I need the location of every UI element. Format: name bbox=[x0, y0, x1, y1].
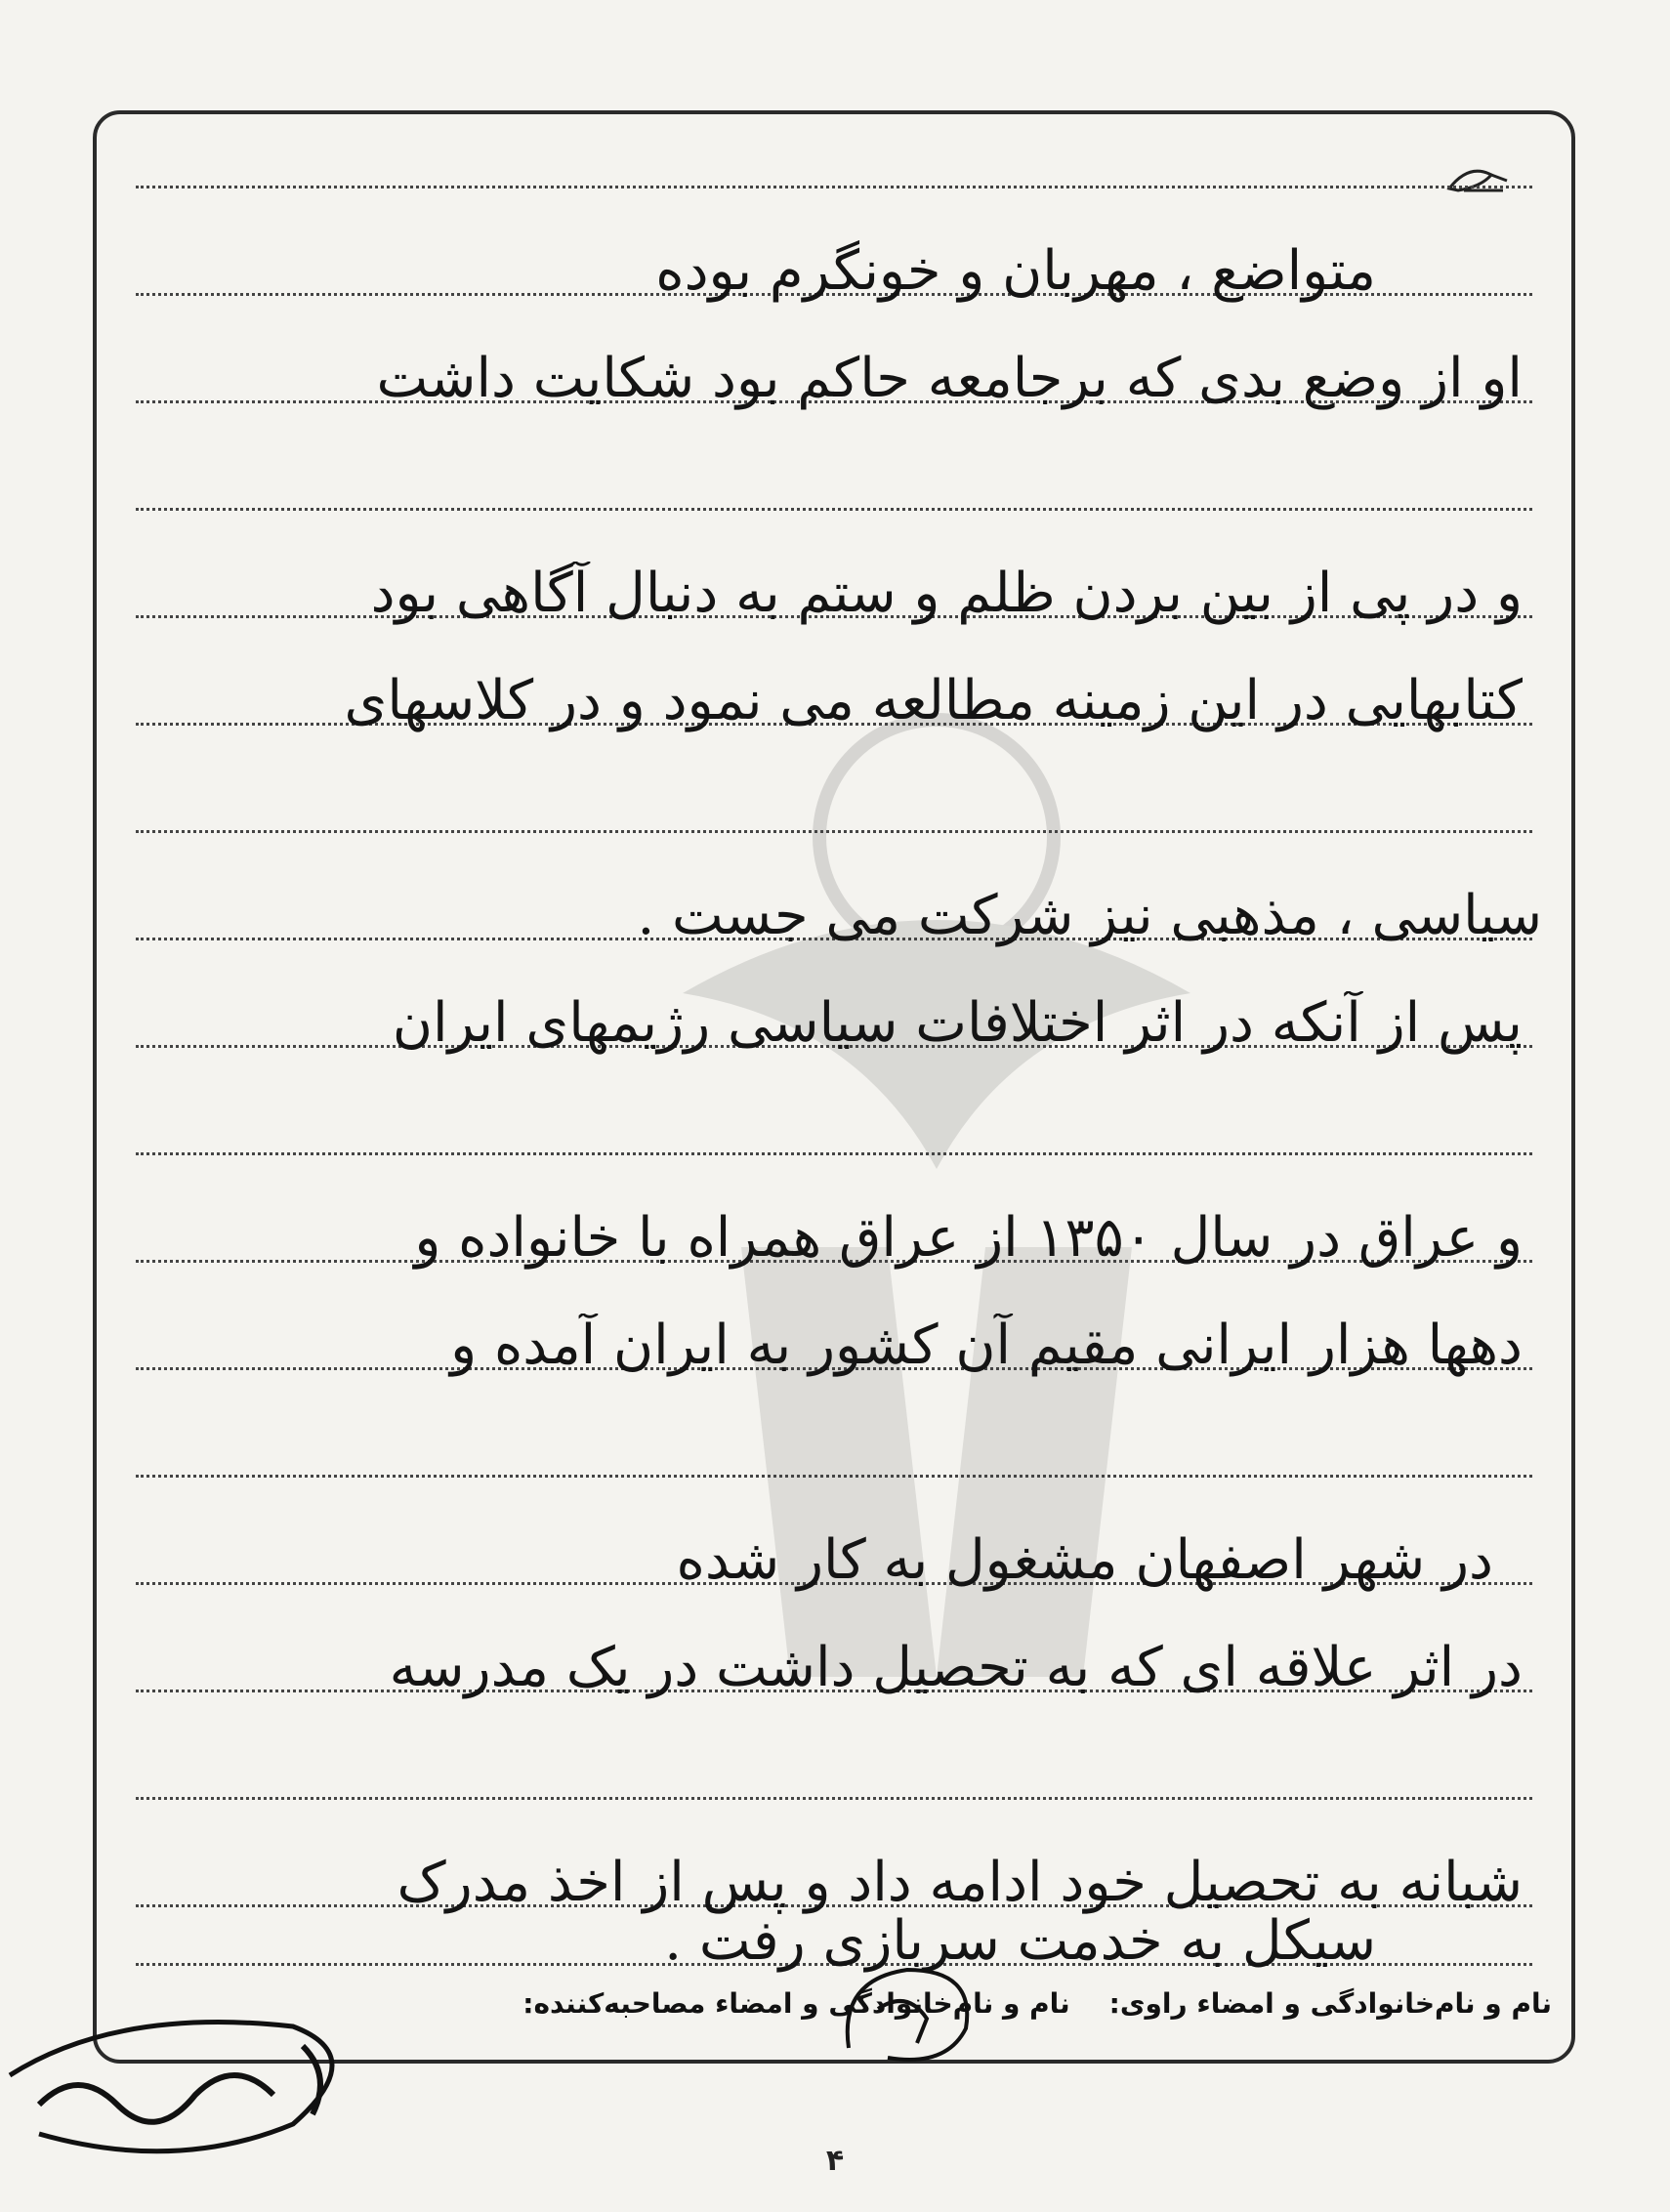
handwritten-line: پس از آنکه در اثر اختلافات سیاسی رژیمهای ایران bbox=[392, 991, 1523, 1055]
handwritten-line: سیکل به خدمت سربازی رفت . bbox=[664, 1909, 1376, 1973]
handwritten-line: و عراق در سال ۱۳۵۰ از عراق همراه با خانواده و bbox=[414, 1206, 1523, 1270]
handwritten-line: و در پی از بین بردن ظلم و ستم به دنبال آگاهی بود bbox=[370, 562, 1523, 625]
page-frame bbox=[93, 110, 1575, 2064]
pen-icon bbox=[1444, 161, 1513, 200]
handwritten-line: در اثر علاقه ای که به تحصیل داشت در یک مدرسه bbox=[389, 1636, 1523, 1699]
ruled-line bbox=[136, 830, 1532, 833]
ruled-line bbox=[136, 186, 1532, 188]
ruled-line bbox=[136, 1152, 1532, 1155]
ruled-line bbox=[136, 1797, 1532, 1800]
handwritten-line: او از وضع بدی که برجامعه حاکم بود شکایت داشت bbox=[376, 347, 1523, 410]
handwritten-line: متواضع ، مهربان و خونگرم بوده bbox=[655, 239, 1376, 303]
page-number: ۴ bbox=[825, 2144, 845, 2178]
interviewer-signature bbox=[829, 1950, 985, 2077]
handwritten-line: دهها هزار ایرانی مقیم آن کشور به ایران آمده و bbox=[450, 1314, 1523, 1377]
handwritten-line: در شهر اصفهان مشغول به کار شده bbox=[676, 1528, 1493, 1592]
ruled-line bbox=[136, 508, 1532, 511]
handwritten-line: شبانه به تحصیل خود ادامه داد و پس از اخذ مدرک bbox=[397, 1851, 1523, 1914]
ruled-line bbox=[136, 1475, 1532, 1478]
handwritten-line: کتابهایی در این زمینه مطالعه می نمود و در کلاسهای bbox=[344, 669, 1523, 732]
handwritten-line: سیاسی ، مذهبی نیز شرکت می جست . bbox=[637, 884, 1542, 947]
interviewer-label: نام و نام‌خانوادگی و امضاء مصاحبه‌کننده: bbox=[522, 1987, 1070, 2020]
narrator-label: نام و نام‌خانوادگی و امضاء راوی: bbox=[1108, 1987, 1552, 2020]
